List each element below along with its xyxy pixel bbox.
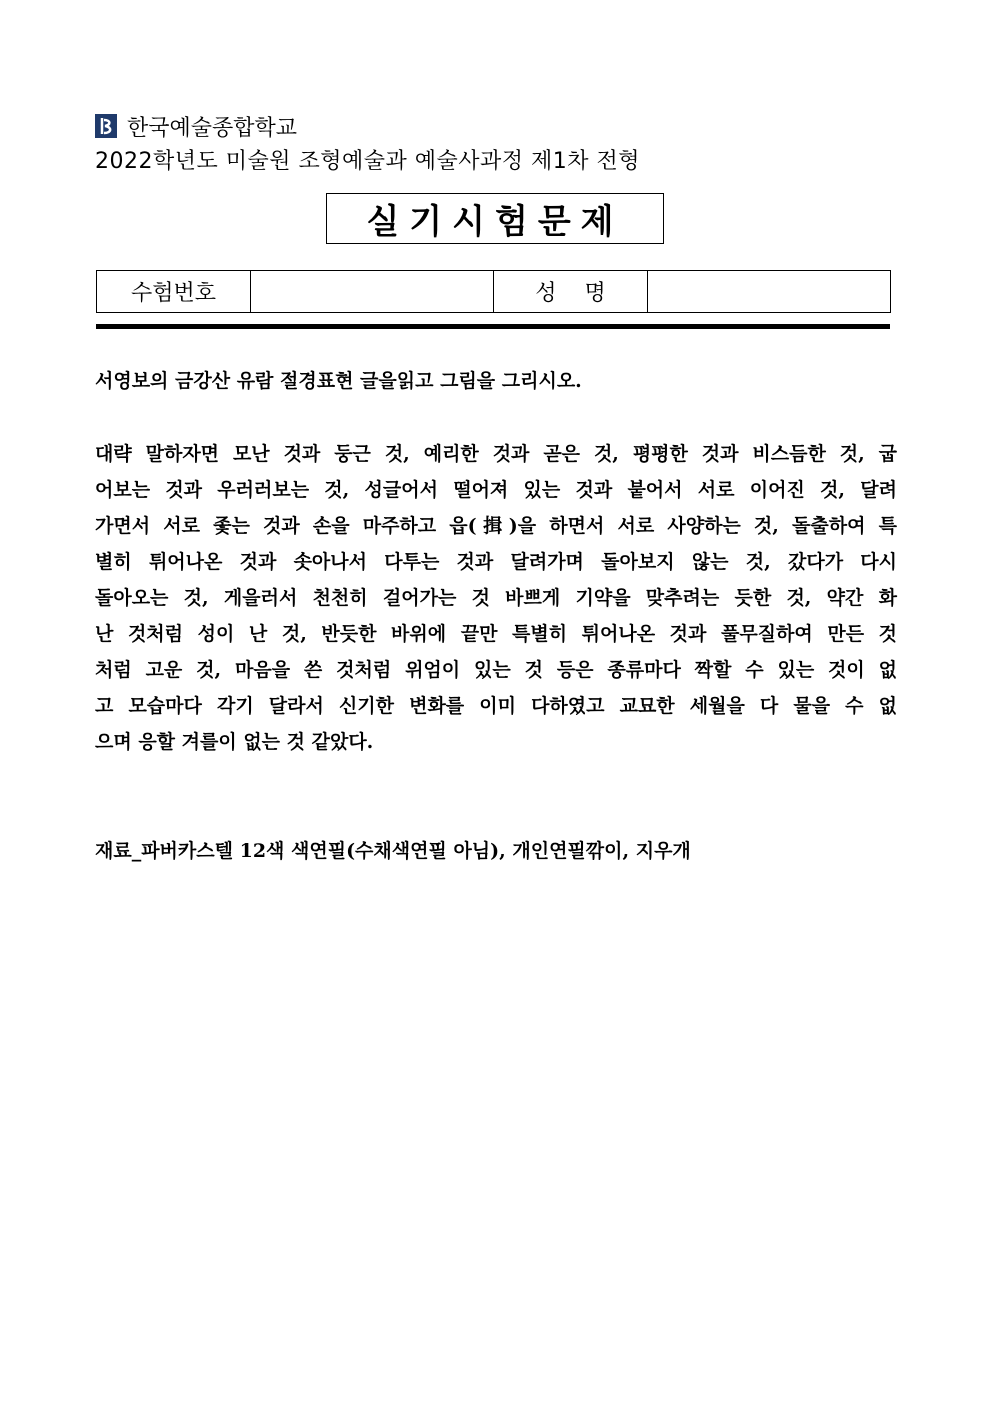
instruction-text: 서영보의 금강산 유람 절경표현 글을읽고 그림을 그리시오. [95, 370, 582, 392]
passage [95, 436, 897, 760]
passage-line: 대략 말하자면 모난 것과 둥근 것, 예리한 것과 곧은 것, 평평한 것과 비스듬한 것, 굽 [95, 443, 897, 465]
passage-line: 돌아오는 것, 게을러서 천천히 걸어가는 것 바쁘게 기약을 맞추려는 듯한 것, 약간 화 [95, 587, 897, 609]
school-name: 한국예술종합학교 [127, 115, 298, 141]
passage-line: 가면서 서로 좇는 것과 손을 마주하고 읍(揖)을 하면서 서로 사양하는 것, 돌출하여 특 [95, 515, 897, 537]
divider [96, 324, 890, 329]
exam-number-label: 수험번호 [97, 271, 251, 313]
passage-line: 별히 튀어나온 것과 솟아나서 다투는 것과 달려가며 돌아보지 않는 것, 갔다가 다시 [95, 551, 897, 573]
name-label: 성 명 [494, 271, 648, 313]
materials-text: 재료_파버카스텔 12색 색연필(수채색연필 아님), 개인연필깎이, 지우개 [95, 840, 691, 862]
k-arts-logo-icon [95, 114, 117, 138]
name-field[interactable] [648, 271, 891, 313]
exam-number-field[interactable] [251, 271, 494, 313]
passage-line: 처럼 고운 것, 마음을 쓴 것처럼 위엄이 있는 것 등은 종류마다 짝할 수 있는 것이 없 [95, 659, 897, 681]
page-title: 실기시험문제 [326, 193, 664, 244]
passage-line: 난 것처럼 성이 난 것, 반듯한 바위에 끝만 특별히 튀어나온 것과 풀무질하여 만든 것 [95, 623, 897, 645]
exam-description: 2022학년도 미술원 조형예술과 예술사과정 제1차 전형 [95, 149, 640, 174]
school-header [95, 112, 297, 140]
passage-line: 으며 응할 겨를이 없는 것 같았다. [95, 731, 374, 753]
passage-line: 고 모습마다 각기 달라서 신기한 변화를 이미 다하였고 교묘한 세월을 다 물을 수 없 [95, 695, 897, 717]
applicant-info-table [96, 270, 891, 313]
passage-line: 어보는 것과 우러러보는 것, 성글어서 떨어져 있는 것과 붙어서 서로 이어진 것, 달려 [95, 479, 897, 501]
